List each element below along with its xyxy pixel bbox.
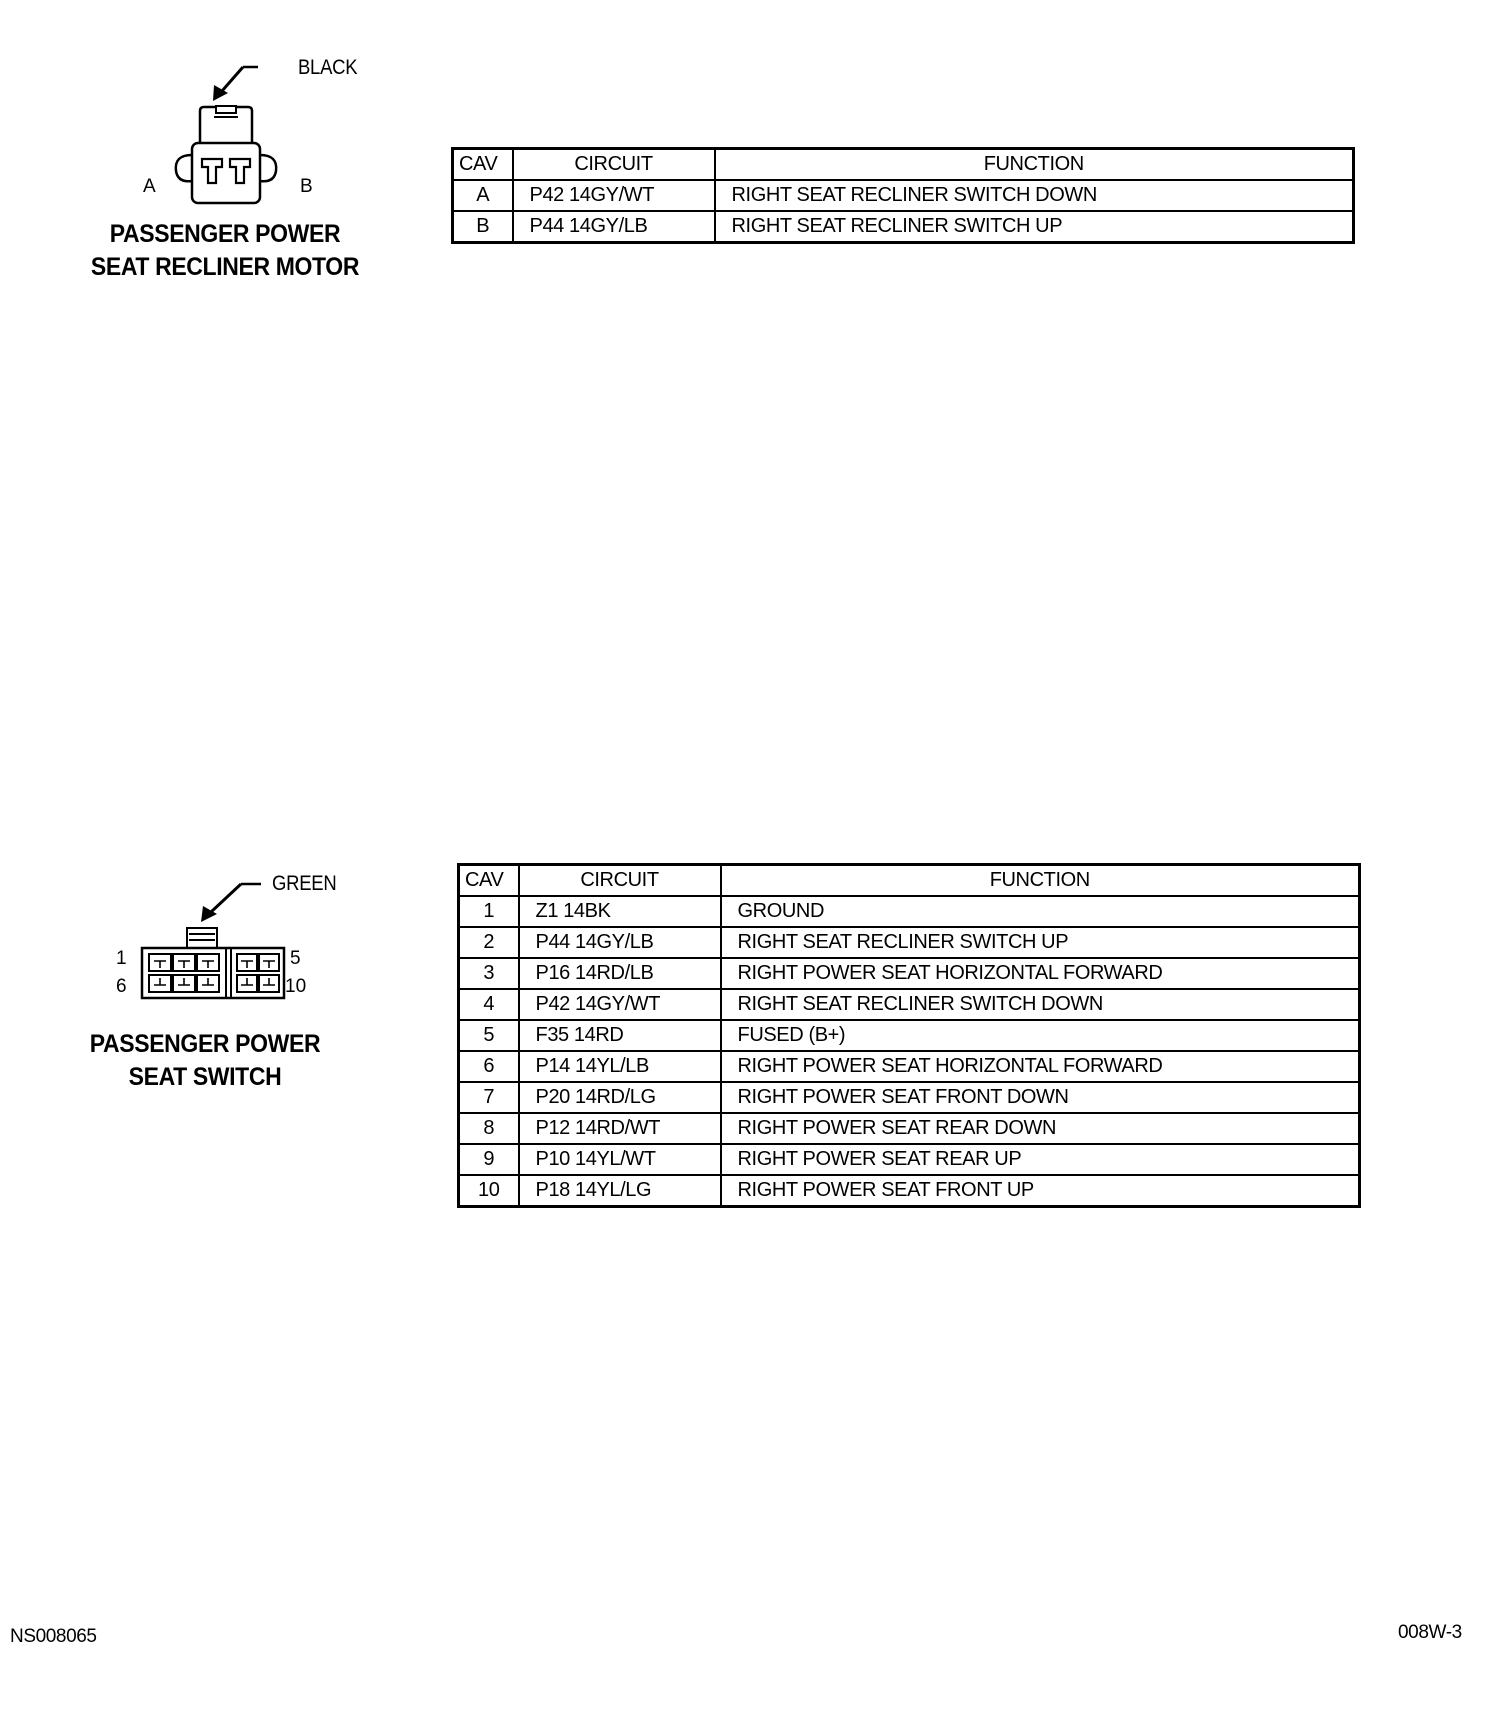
cell-function: RIGHT POWER SEAT HORIZONTAL FORWARD — [721, 1051, 1360, 1082]
cell-function: RIGHT POWER SEAT FRONT DOWN — [721, 1082, 1360, 1113]
pin-label-a: A — [143, 176, 156, 197]
figure-id: NS008065 — [10, 1626, 97, 1647]
cell-function: FUSED (B+) — [721, 1020, 1360, 1051]
cell-cav: 7 — [459, 1082, 519, 1113]
arrow-icon — [201, 884, 261, 922]
recliner-motor-connector-drawing — [140, 55, 300, 225]
cell-cav: A — [453, 180, 513, 211]
table-header-row — [459, 865, 1360, 897]
cell-cav: 5 — [459, 1020, 519, 1051]
cell-circuit: P44 14GY/LB — [513, 211, 715, 243]
cell-function: RIGHT POWER SEAT REAR DOWN — [721, 1113, 1360, 1144]
cell-function: RIGHT POWER SEAT REAR UP — [721, 1144, 1360, 1175]
table-row — [459, 958, 1360, 989]
cell-circuit: P44 14GY/LB — [519, 927, 721, 958]
connector-title-line: PASSENGER POWER — [109, 220, 341, 248]
cell-circuit: P42 14GY/WT — [513, 180, 715, 211]
cell-cav: 6 — [459, 1051, 519, 1082]
cell-circuit: P12 14RD/WT — [519, 1113, 721, 1144]
table-row — [459, 1082, 1360, 1113]
header-function: FUNCTION — [715, 149, 1354, 181]
connector-title — [73, 218, 377, 284]
header-circuit: CIRCUIT — [519, 865, 721, 897]
pin-label-5: 5 — [290, 948, 301, 969]
cell-circuit: P20 14RD/LG — [519, 1082, 721, 1113]
cell-cav: 8 — [459, 1113, 519, 1144]
header-cav: CAV — [453, 149, 513, 181]
connector-title-line: SEAT RECLINER MOTOR — [90, 253, 360, 281]
page-id: 008W-3 — [1398, 1622, 1462, 1643]
cell-circuit: P10 14YL/WT — [519, 1144, 721, 1175]
table-row — [459, 1051, 1360, 1082]
cell-function: GROUND — [721, 896, 1360, 927]
cell-function: RIGHT SEAT RECLINER SWITCH DOWN — [721, 989, 1360, 1020]
cell-circuit: P42 14GY/WT — [519, 989, 721, 1020]
header-function: FUNCTION — [721, 865, 1360, 897]
table-row — [459, 927, 1360, 958]
seat-switch-connector-drawing — [135, 870, 295, 1010]
pin-label-1: 1 — [116, 948, 127, 969]
table-row — [459, 1020, 1360, 1051]
table-row — [453, 180, 1354, 211]
arrow-icon — [213, 67, 258, 101]
table-row — [459, 989, 1360, 1020]
seat-switch-pinout-table — [457, 863, 1361, 1208]
cell-circuit: P14 14YL/LB — [519, 1051, 721, 1082]
connector-title-line: SEAT SWITCH — [128, 1063, 282, 1091]
cell-cav: 9 — [459, 1144, 519, 1175]
table-row — [453, 211, 1354, 243]
cell-function: RIGHT SEAT RECLINER SWITCH UP — [715, 211, 1354, 243]
cell-circuit: P16 14RD/LB — [519, 958, 721, 989]
cell-function: RIGHT SEAT RECLINER SWITCH UP — [721, 927, 1360, 958]
cell-circuit: Z1 14BK — [519, 896, 721, 927]
connector-color-label: BLACK — [298, 56, 358, 79]
connector-title — [53, 1028, 357, 1094]
cell-cav: 2 — [459, 927, 519, 958]
header-circuit: CIRCUIT — [513, 149, 715, 181]
cell-cav: 10 — [459, 1175, 519, 1207]
cell-function: RIGHT SEAT RECLINER SWITCH DOWN — [715, 180, 1354, 211]
pin-label-10: 10 — [285, 976, 307, 997]
connector-color-label: GREEN — [272, 872, 337, 895]
cell-function: RIGHT POWER SEAT HORIZONTAL FORWARD — [721, 958, 1360, 989]
cell-cav: 4 — [459, 989, 519, 1020]
cell-circuit: F35 14RD — [519, 1020, 721, 1051]
cell-cav: B — [453, 211, 513, 243]
table-header-row — [453, 149, 1354, 181]
table-row — [459, 1144, 1360, 1175]
cell-cav: 3 — [459, 958, 519, 989]
recliner-motor-pinout-table — [451, 147, 1355, 244]
cell-circuit: P18 14YL/LG — [519, 1175, 721, 1207]
header-cav: CAV — [459, 865, 519, 897]
table-row — [459, 1113, 1360, 1144]
pin-label-b: B — [300, 176, 313, 197]
table-row — [459, 1175, 1360, 1207]
table-row — [459, 896, 1360, 927]
cell-function: RIGHT POWER SEAT FRONT UP — [721, 1175, 1360, 1207]
pin-label-6: 6 — [116, 976, 127, 997]
connector-title-line: PASSENGER POWER — [89, 1030, 321, 1058]
cell-cav: 1 — [459, 896, 519, 927]
